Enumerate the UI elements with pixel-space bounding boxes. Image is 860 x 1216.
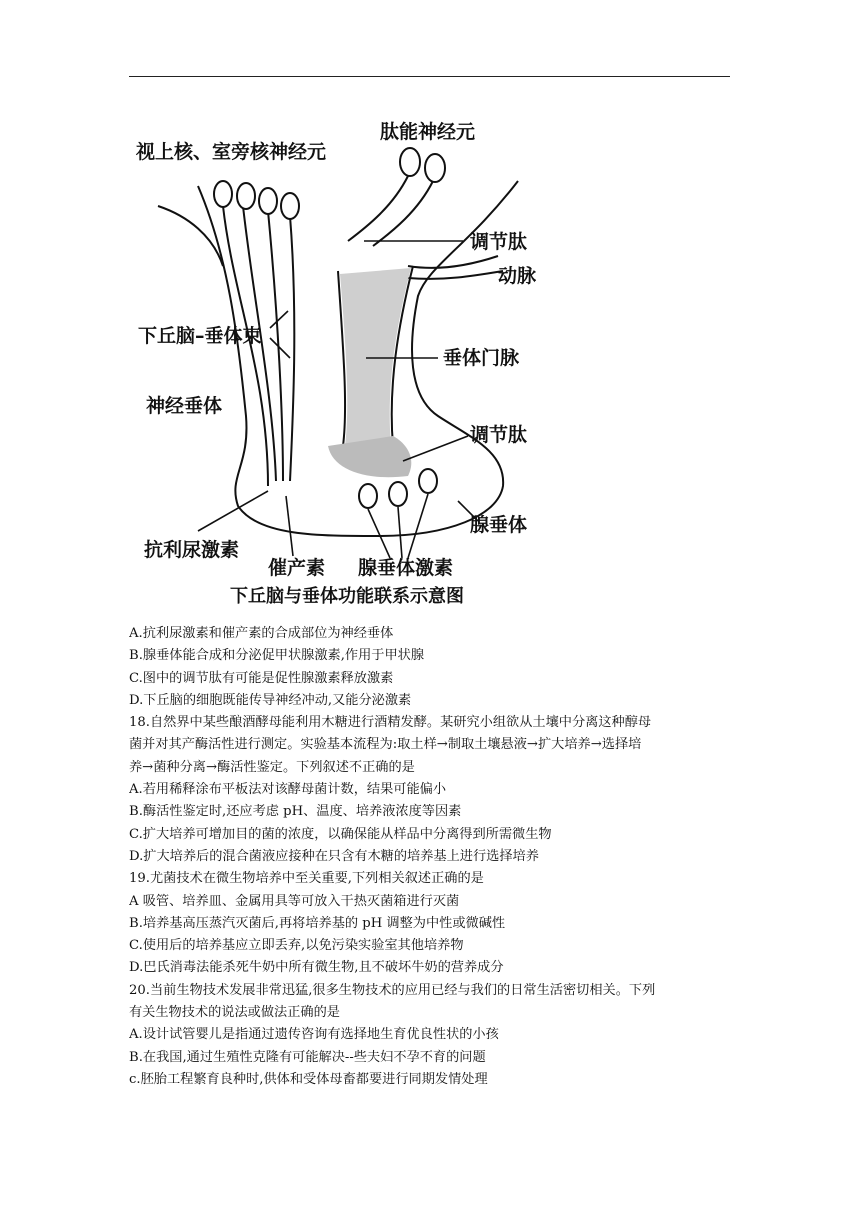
figure-caption: 下丘脑与垂体功能联系示意图: [230, 586, 464, 607]
adeno-cell-2: [389, 482, 407, 506]
text-line: C.图中的调节肽有可能是促性腺激素释放激素: [129, 670, 394, 686]
text-line: B.培养基高压蒸汽灭菌后,再将培养基的 pH 调整为中性或微碱性: [129, 915, 506, 931]
text-line: A.抗利尿激素和催产素的合成部位为神经垂体: [129, 626, 394, 641]
label-adenohypophysis: 腺垂体: [470, 514, 528, 536]
text-line: D.下丘脑的细胞既能传导神经冲动,又能分泌激素: [129, 692, 412, 708]
text-line: B.酶活性鉴定时,还应考虑 pH、温度、培养液浓度等因素: [129, 804, 462, 820]
label-artery: 动脉: [498, 265, 537, 287]
text-line: 18.自然界中某些酿酒酵母能利用木糖进行酒精发酵。某研究小组欲从土壤中分离这种醇母: [129, 715, 652, 731]
text-line: A 吸管、培养皿、金属用具等可放入干热灭菌箱进行灭菌: [129, 893, 460, 909]
text-line: c.胚胎工程繁育良种时,供体和受体母畜都要进行同期发情处理: [129, 1071, 488, 1087]
label-adeno-hormones: 腺垂体激素: [358, 557, 454, 579]
text-line: C.使用后的培养基应立即丢弃,以免污染实验室其他培养物: [129, 938, 464, 954]
neuron-soma-2: [237, 183, 255, 209]
label-oxytocin: 催产素: [268, 557, 326, 579]
artery: [408, 256, 498, 268]
adeno-cell-3: [419, 469, 437, 493]
text-line: A.若用稀释涂布平板法对该酵母菌计数，结果可能偏小: [129, 782, 447, 798]
text-line: 19.尤菌技术在微生物培养中至关重要,下列相关叙述正确的是: [129, 871, 484, 887]
neuron-soma-4: [281, 193, 299, 219]
label-tract: 下丘脑–垂体束: [138, 325, 262, 347]
pep-axon-2: [373, 181, 433, 246]
portal-vein-fill: [340, 268, 411, 446]
text-line: 养→菌种分离→酶活性鉴定。下列叙述不正确的是: [129, 759, 415, 775]
label-neurohypophysis: 神经垂体: [146, 395, 223, 417]
pep-neuron-soma-1: [400, 148, 420, 176]
text-line: A.设计试管婴儿是指通过遗传咨询有选择地生育优良性状的小孩: [129, 1027, 499, 1043]
text-line: D.扩大培养后的混合菌液应接种在只含有木糖的培养基上进行选择培养: [129, 848, 539, 864]
label-supraoptic: 视上核、室旁核神经元: [136, 141, 327, 163]
label-adh: 抗利尿激素: [144, 539, 240, 561]
top-rule: [129, 76, 730, 77]
pep-neuron-soma-2: [425, 154, 445, 182]
label-portal-vein: 垂体门脉: [443, 347, 520, 369]
pep-axon-1: [348, 176, 408, 241]
neuron-soma-1: [214, 181, 232, 207]
text-line: 有关生物技术的说法或做法正确的是: [129, 1005, 340, 1021]
upper-left-fiber: [158, 206, 223, 266]
diagram-canvas: [118, 96, 558, 616]
text-line: 菌并对其产酶活性进行测定。实验基本流程为:取土样→制取土壤悬液→扩大培养→选择培: [129, 737, 642, 753]
label-regulatory-peptide-1: 调节肽: [470, 231, 528, 253]
fiber-4: [290, 216, 294, 481]
question-text: [129, 623, 733, 1091]
hypothalamus-pituitary-diagram: [118, 96, 558, 616]
text-line: D.巴氏消毒法能杀死牛奶中所有微生物,且不破坏牛奶的营养成分: [129, 960, 504, 976]
text-line: C.扩大培养可增加目的菌的浓度，以确保能从样品中分离得到所需微生物: [129, 826, 552, 842]
adeno-cell-1: [359, 484, 377, 508]
fiber-3: [268, 211, 283, 481]
label-peptidergic: 肽能神经元: [380, 121, 476, 143]
neuron-soma-3: [259, 188, 277, 214]
text-line: 20.当前生物技术发展非常迅猛,很多生物技术的应用已经与我们的日常生活密切相关。下列: [129, 982, 656, 998]
label-regulatory-peptide-2: 调节肽: [470, 424, 528, 446]
text-line: B.在我国,通过生殖性克隆有可能解决--些夫妇不孕不育的问题: [129, 1049, 486, 1065]
text-line: B.腺垂体能合成和分泌促甲状腺激素,作用于甲状腺: [129, 648, 425, 664]
